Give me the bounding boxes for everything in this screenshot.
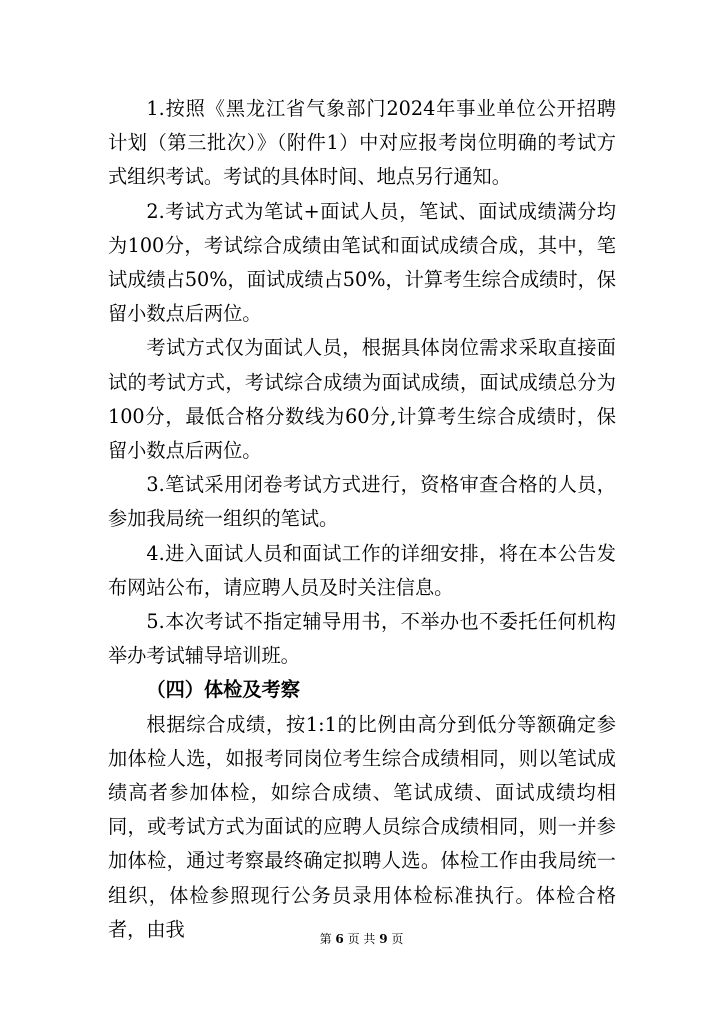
paragraph-closed-book-exam: 3.笔试采用闭卷考试方式进行，资格审查合格的人员，参加我局统一组织的笔试。	[108, 473, 616, 531]
footer-middle: 页 共	[343, 932, 380, 946]
footer-total-pages: 9	[379, 932, 388, 946]
paragraph-physical-exam-selection: 根据综合成绩，按1:1的比例由高分到低分等额确定参加体检人选，如报考同岗位考生综合成绩相同，则以笔试成绩高者参加体检，如综合成绩、笔试成绩、面试成绩均相同，或考试方式为面试的应聘人员综合成绩相同，则一并参加体检，通过考察最终确定拟聘人选。体检工作由我局统一组织，体检参照现行公务员录用体检标准执行。体检合格者，由我	[108, 712, 616, 941]
document-body	[108, 92, 616, 947]
section-heading-physical-exam: （四）体检及考察	[146, 678, 300, 702]
footer-current-page: 6	[335, 932, 344, 946]
paragraph-interview-only-scoring: 考试方式仅为面试人员，根据具体岗位需求采取直接面试的考试方式，考试综合成绩为面试成绩，面试成绩总分为100分，最低合格分数线为60分,计算考生综合成绩时，保留小数点后两位。	[108, 336, 616, 463]
paragraph-no-tutoring: 5.本次考试不指定辅导用书，不举办也不委托任何机构举办考试辅导培训班。	[108, 610, 616, 668]
footer-suffix: 页	[387, 932, 404, 946]
footer-prefix: 第	[319, 932, 336, 946]
page-footer	[0, 930, 723, 947]
paragraph-written-interview-scoring: 2.考试方式为笔试+面试人员，笔试、面试成绩满分均为100分，考试综合成绩由笔试和面试成绩合成，其中，笔试成绩占50%，面试成绩占50%，计算考生综合成绩时，保留小数点后两位。	[108, 199, 616, 326]
paragraph-exam-organization: 1.按照《黑龙江省气象部门2024年事业单位公开招聘计划（第三批次）》（附件1）中对应报考岗位明确的考试方式组织考试。考试的具体时间、地点另行通知。	[108, 97, 616, 189]
paragraph-interview-arrangement: 4.进入面试人员和面试工作的详细安排，将在本公告发布网站公布，请应聘人员及时关注信息。	[108, 541, 616, 599]
